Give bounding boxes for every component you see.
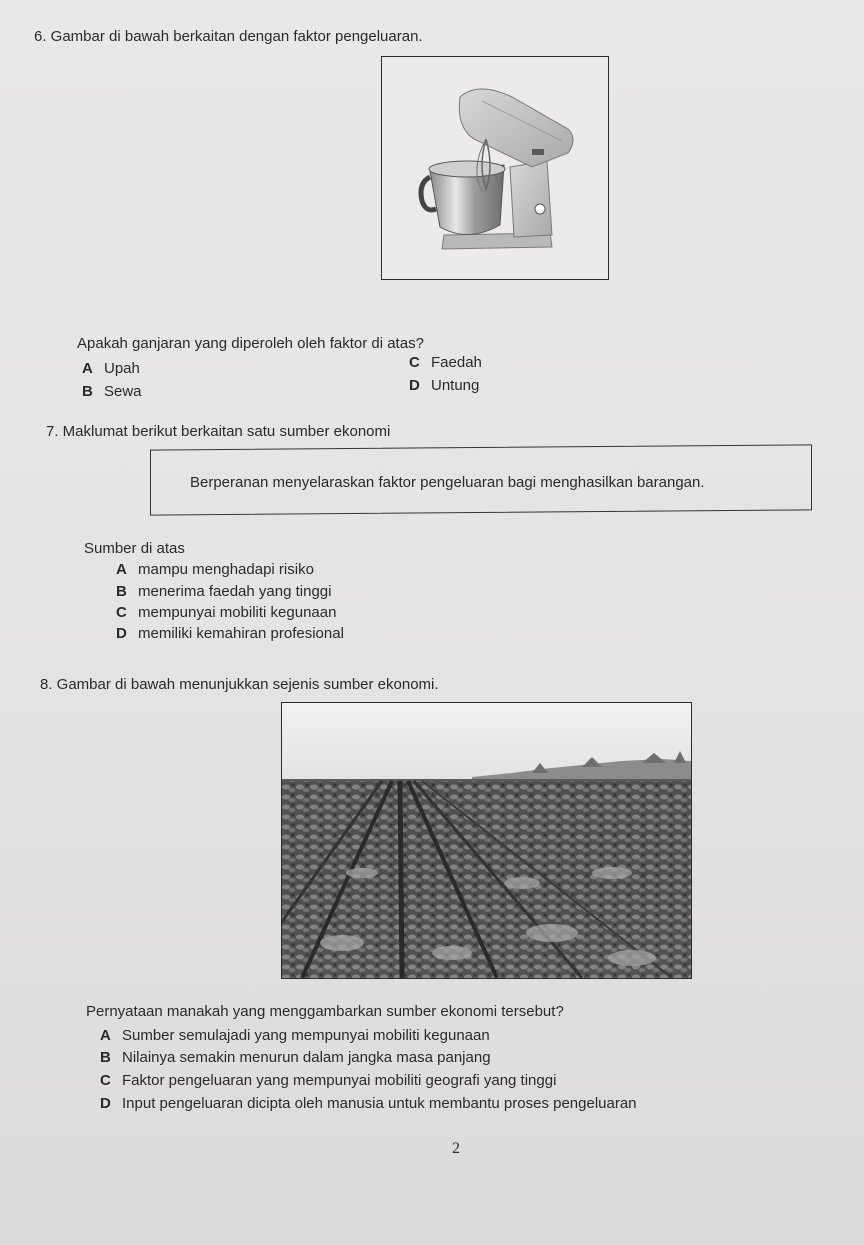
option-text: memiliki kemahiran profesional (138, 625, 344, 642)
option-letter: A (116, 561, 127, 578)
option-letter: B (100, 1049, 111, 1066)
option-letter: A (100, 1027, 111, 1044)
q8-option-d[interactable] (100, 1095, 637, 1112)
stand-mixer-image (381, 56, 609, 280)
option-text: Untung (431, 377, 480, 394)
option-text: Sewa (104, 383, 142, 400)
option-text: Nilainya semakin menurun dalam jangka masa panjang (122, 1049, 491, 1066)
q6-option-d[interactable] (409, 377, 479, 394)
option-letter: B (82, 383, 93, 400)
option-letter: A (82, 360, 93, 377)
farmland-image (281, 702, 692, 979)
option-letter: D (116, 625, 127, 642)
option-text: Upah (104, 360, 140, 377)
stand-mixer-illustration (382, 57, 608, 279)
q7-option-a[interactable] (116, 561, 314, 578)
option-text: Input pengeluaran dicipta oleh manusia untuk membantu proses pengeluaran (122, 1095, 637, 1112)
q6-option-b[interactable] (82, 383, 142, 400)
option-text: Faktor pengeluaran yang mempunyai mobiliti geografi yang tinggi (122, 1072, 557, 1089)
q7-option-b[interactable] (116, 583, 331, 600)
option-letter: C (409, 354, 420, 371)
option-letter: C (116, 604, 127, 621)
option-letter: D (100, 1095, 111, 1112)
option-text: Sumber semulajadi yang mempunyai mobiliti kegunaan (122, 1027, 490, 1044)
q8-stem: 8. Gambar di bawah menunjukkan sejenis sumber ekonomi. (40, 676, 439, 693)
q7-box-text: Berperanan menyelaraskan faktor pengeluaran bagi menghasilkan barangan. (190, 474, 705, 491)
q7-question: Sumber di atas (84, 540, 185, 557)
option-text: menerima faedah yang tinggi (138, 583, 332, 600)
option-letter: B (116, 583, 127, 600)
option-letter: C (100, 1072, 111, 1089)
q6-option-a[interactable] (82, 360, 140, 377)
q8-option-b[interactable] (100, 1049, 491, 1066)
q8-option-c[interactable] (100, 1072, 556, 1089)
option-text: mempunyai mobiliti kegunaan (138, 604, 337, 621)
q8-question: Pernyataan manakah yang menggambarkan sumber ekonomi tersebut? (86, 1003, 564, 1020)
q8-option-a[interactable] (100, 1027, 490, 1044)
option-letter: D (409, 377, 420, 394)
option-text: mampu menghadapi risiko (138, 561, 314, 578)
q6-option-c[interactable] (409, 354, 482, 371)
option-text: Faedah (431, 354, 482, 371)
page-number: 2 (452, 1140, 460, 1157)
farmland-illustration (282, 703, 691, 978)
q7-stem: 7. Maklumat berikut berkaitan satu sumber ekonomi (46, 423, 391, 440)
q7-option-c[interactable] (116, 604, 336, 621)
q7-option-d[interactable] (116, 625, 344, 642)
q6-question: Apakah ganjaran yang diperoleh oleh faktor di atas? (77, 335, 424, 352)
q6-stem: 6. Gambar di bawah berkaitan dengan faktor pengeluaran. (34, 28, 423, 45)
